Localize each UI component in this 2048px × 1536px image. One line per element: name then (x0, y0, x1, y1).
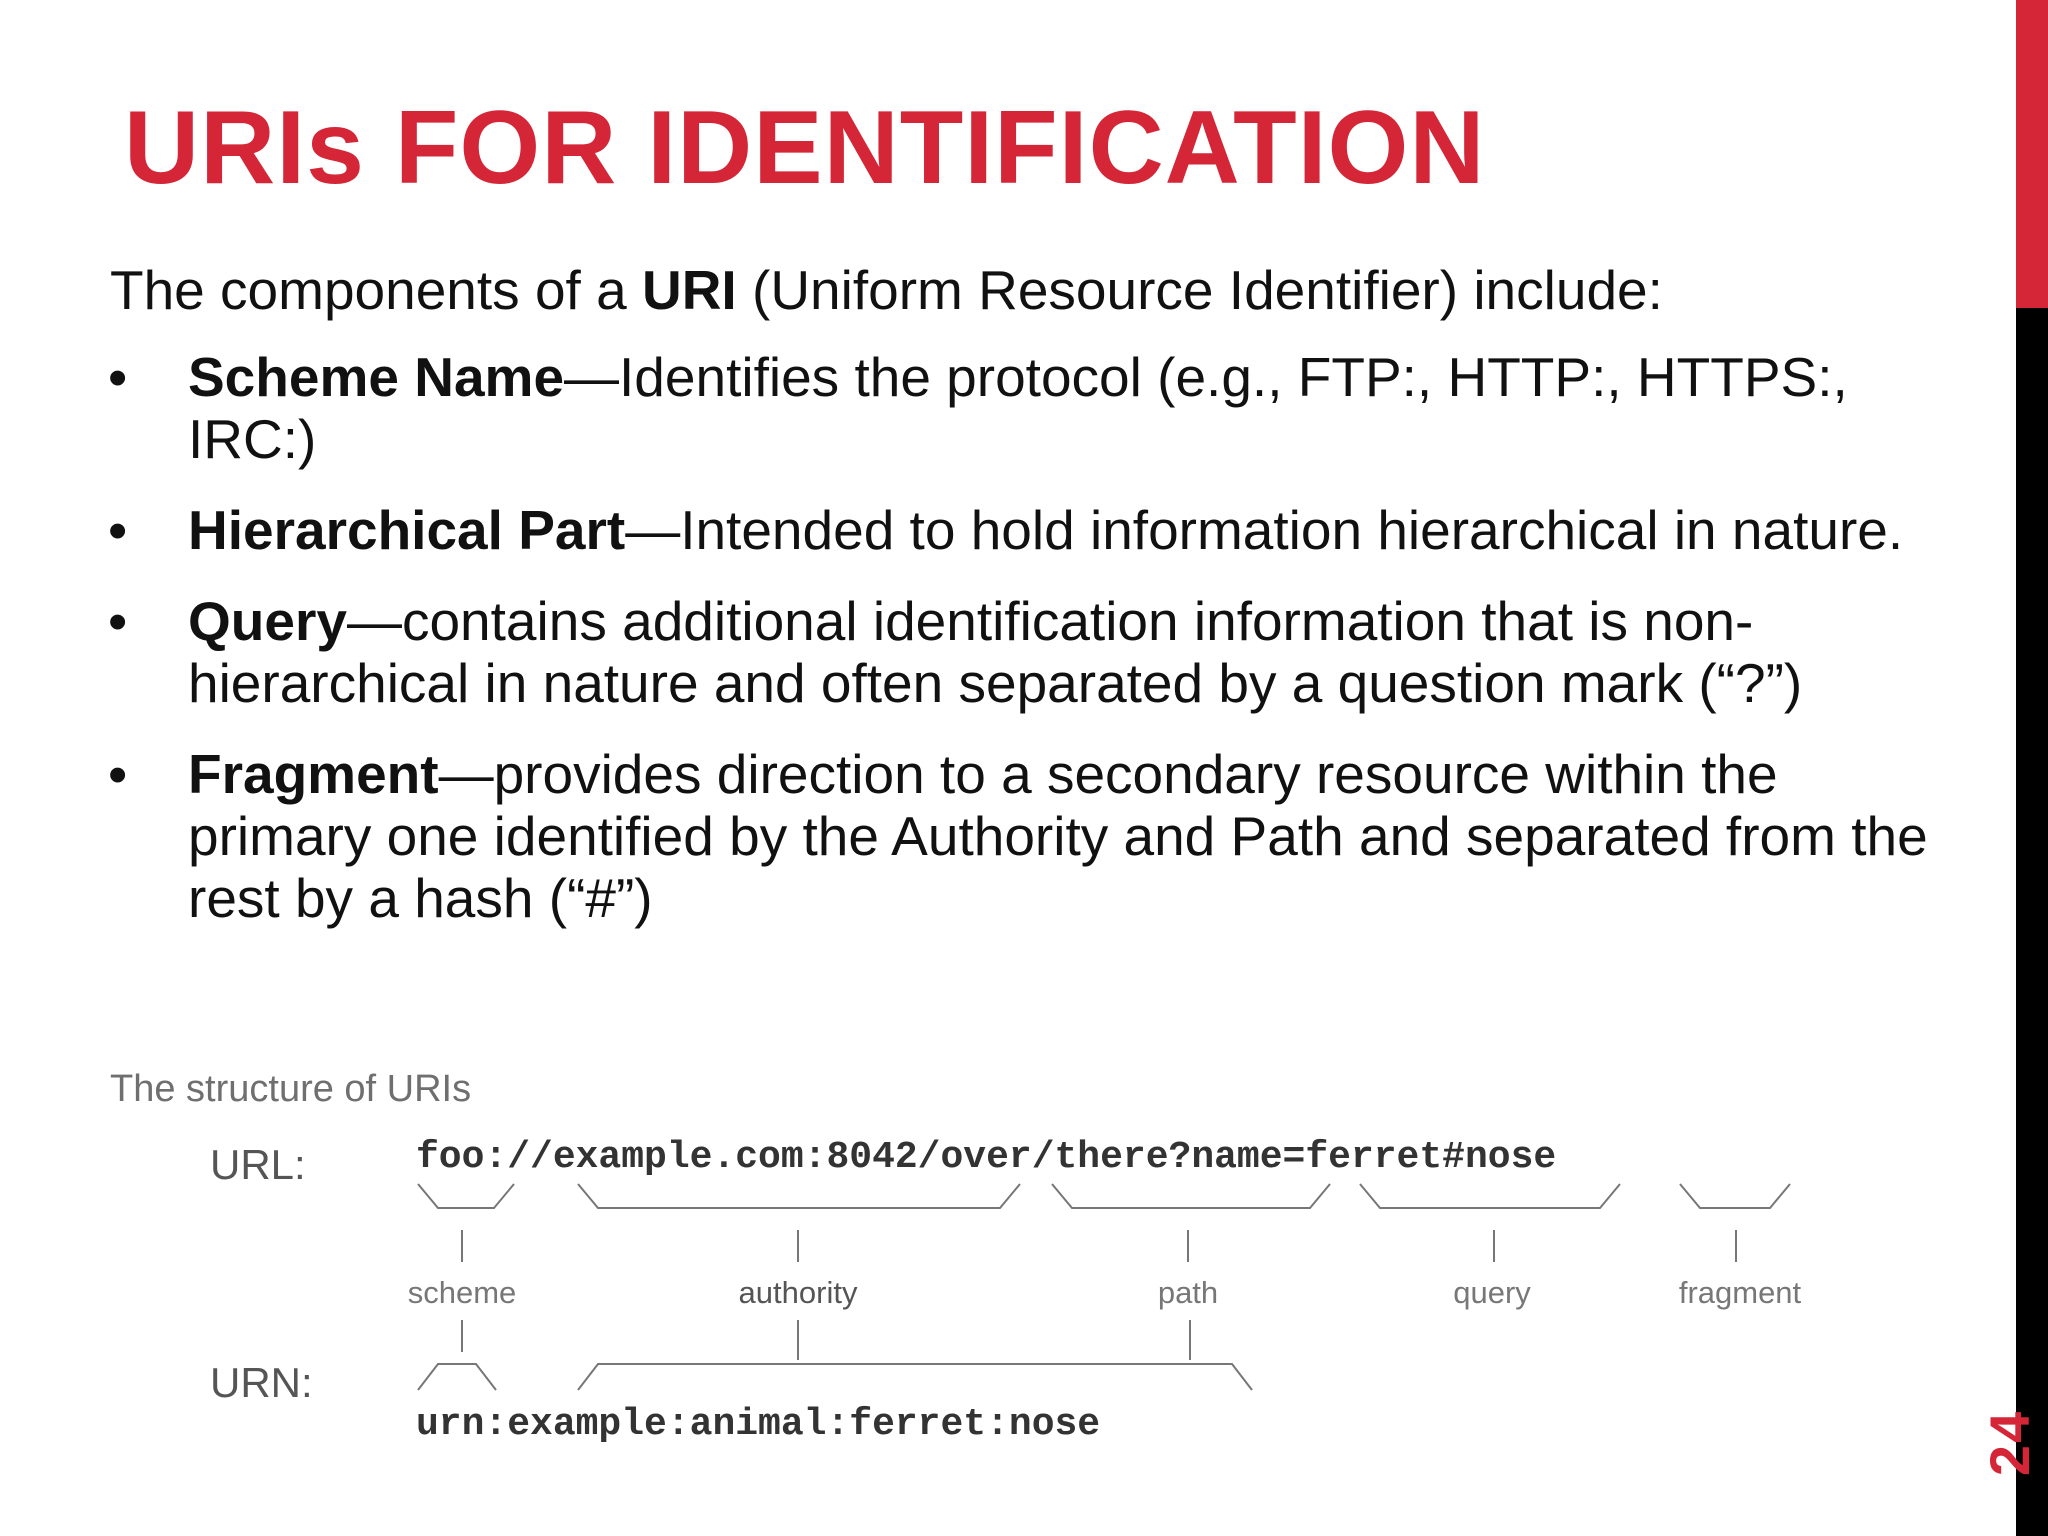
edge-accent (2016, 0, 2048, 308)
url-example: foo://example.com:8042/over/there?name=ferret#nose (416, 1136, 1557, 1179)
bullet-term: Hierarchical Part (188, 499, 626, 561)
bullet-list (108, 346, 1948, 958)
part-label-path: path (1157, 1275, 1219, 1310)
bullet-text: —provides direction to a secondary resource within the primary one identified by the Authority and Path and separated from the rest by a hash (“#”) (188, 743, 1928, 929)
bullet-glyph: • (108, 590, 128, 652)
bullet-glyph: • (108, 499, 128, 561)
bullet-term: Query (188, 590, 347, 652)
bullet-glyph: • (108, 743, 128, 805)
part-label-scheme: scheme (407, 1275, 517, 1310)
bullet-text: —Intended to hold information hierarchical in nature. (625, 499, 1904, 561)
urn-example: urn:example:animal:ferret:nose (416, 1403, 1101, 1446)
part-label-query: query (1453, 1275, 1531, 1310)
intro-suffix: (Uniform Resource Identifier) include: (736, 259, 1663, 321)
bullet-fragment (108, 743, 1948, 929)
urn-row-label: URN: (210, 1359, 313, 1406)
bullet-hierarchical-part (108, 499, 1948, 561)
bullet-query (108, 590, 1948, 714)
bullet-term: Fragment (188, 743, 439, 805)
url-row-label: URL: (210, 1141, 306, 1188)
bullet-text: —Identifies the protocol (e.g., FTP:, HTTP:, HTTPS:, IRC:) (188, 346, 1848, 470)
bullet-text: —contains additional identification information that is non-hierarchical in nature and often separated by a question mark (“?”) (188, 590, 1803, 714)
slide-title: URIs FOR IDENTIFICATION (124, 90, 1486, 206)
intro-prefix: The components of a (110, 259, 642, 321)
figure-caption: The structure of URIs (110, 1068, 472, 1110)
bullet-glyph: • (108, 346, 128, 408)
intro-term: URI (641, 259, 737, 321)
bullet-term: Scheme Name (188, 346, 565, 408)
page-number: 24 (1978, 1409, 2041, 1477)
bullet-scheme-name (108, 346, 1948, 470)
intro-text (110, 256, 1663, 324)
part-label-authority: authority (738, 1275, 858, 1310)
part-label-fragment: fragment (1678, 1275, 1802, 1310)
